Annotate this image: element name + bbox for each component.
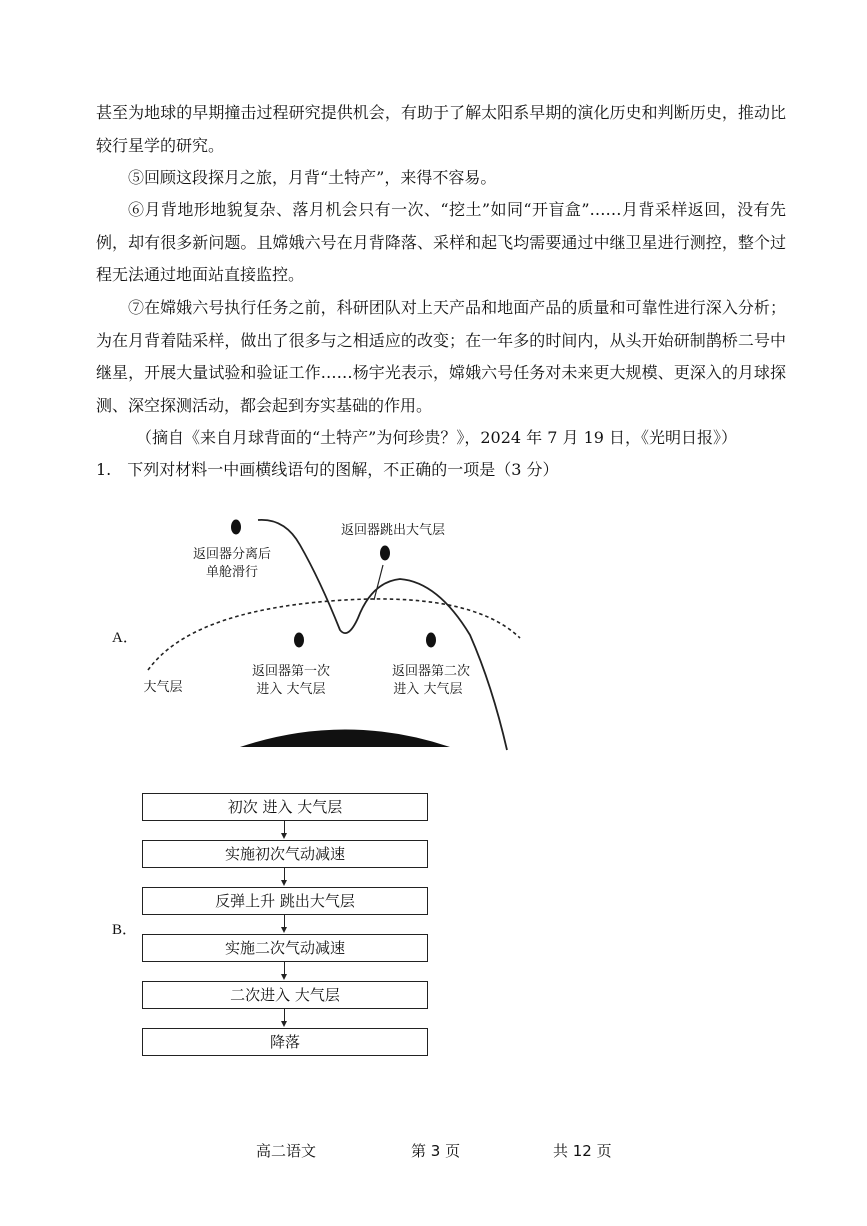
label-first-entry-2: 进入 大气层 <box>256 682 326 697</box>
label-separation-1: 返回器分离后 <box>192 547 272 562</box>
flow-arrow <box>142 821 428 840</box>
label-atmosphere: 大气层 <box>143 680 183 695</box>
question-1: 1. 下列对材料一中画横线语句的图解，不正确的一项是（3 分） <box>96 460 559 479</box>
footer-total: 共 12 页 <box>553 1142 612 1160</box>
flow-step: 实施二次气动减速 <box>142 934 428 962</box>
paragraph-continued: 甚至为地球的早期撞击过程研究提供机会，有助于了解太阳系早期的演化历史和判断历史，推动比较行星学的研究。 <box>96 103 786 155</box>
earth-shape <box>240 730 450 748</box>
capsule-separation-icon <box>231 520 241 535</box>
flow-step: 二次进入 大气层 <box>142 981 428 1009</box>
flow-arrow <box>142 1009 428 1028</box>
footer-subject: 高二语文 <box>256 1142 317 1160</box>
option-a-diagram <box>0 500 867 760</box>
flow-arrow <box>142 915 428 934</box>
paragraph-7: ⑦在嫦娥六号执行任务之前，科研团队对上天产品和地面产品的质量和可靠性进行深入分析；为在月背着陆采样，做出了很多与之相适应的改变；在一年多的时间内，从头开始研制鹊桥二号中继星，开展大量试验和验证工作……杨宇光表示，嫦娥六号任务对未来更大规模、更深入的月球探测、深空探测活动，都会起到夯实基础的作用。 <box>96 298 786 415</box>
flow-step: 实施初次气动减速 <box>142 840 428 868</box>
flow-arrow <box>142 868 428 887</box>
label-second-entry-2: 进入 大气层 <box>393 682 463 697</box>
capsule-skip-out-icon <box>380 546 390 561</box>
label-skip-out: 返回器跳出大气层 <box>340 523 446 538</box>
flow-arrow <box>142 962 428 981</box>
option-b-flowchart <box>142 793 428 1056</box>
paragraph-5: ⑤回顾这段探月之旅，月背“土特产”，来得不容易。 <box>128 168 497 187</box>
footer-page: 第 3 页 <box>411 1142 461 1160</box>
label-separation-2: 单舱滑行 <box>205 565 259 580</box>
capsule-first-entry-icon <box>294 633 304 648</box>
label-second-entry-1: 返回器第二次 <box>391 664 471 679</box>
skip-out-leader <box>374 565 383 600</box>
source-citation: （摘自《来自月球背面的“土特产”为何珍贵？》，2024 年 7 月 19 日，《光明日报》） <box>136 428 738 447</box>
flow-step: 初次 进入 大气层 <box>142 793 428 821</box>
atmosphere-arc <box>148 599 520 670</box>
capsule-second-entry-icon <box>426 633 436 648</box>
label-first-entry-1: 返回器第一次 <box>251 664 331 679</box>
option-b-label: B． <box>112 922 138 938</box>
flow-step: 降落 <box>142 1028 428 1056</box>
flow-step: 反弹上升 跳出大气层 <box>142 887 428 915</box>
paragraph-6: ⑥月背地形地貌复杂、落月机会只有一次、“挖土”如同“开盲盒”……月背采样返回，没有先例，却有很多新问题。且嫦娥六号在月背降落、采样和起飞均需要通过中继卫星进行测控，整个过程无法通过地面站直接监控。 <box>96 200 786 284</box>
option-a-label: A． <box>112 630 138 646</box>
